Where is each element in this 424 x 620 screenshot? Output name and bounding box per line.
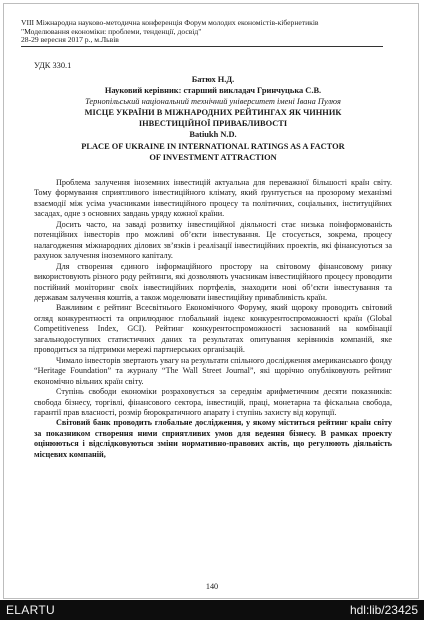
paragraph-1: Проблема залучення іноземних інвестицій актуальна для переважної більшості країн світу. Тому формування сприятливого інвестиційного клімату, який ґрунтується на прозорому механізмі взаємодії між усіма учасниками інвестиційного процесу та політичних, соціальних, інституційних засадах, одне з основних завдань уряду кожної країни. xyxy=(34,178,392,219)
header-line-2: "Моделювання економіки: проблеми, тенденції, досвід" xyxy=(21,26,202,36)
footer-handle: hdl:lib/23425 xyxy=(349,603,418,617)
page-number: 140 xyxy=(205,582,219,591)
author-en: Batiukh N.D. xyxy=(189,130,237,139)
paragraph-4: Важливим є рейтинг Всесвітнього Економічного Форуму, який щороку проводить світовий огляд конкурентності та оприлюднює глобальний індекс конкурентоспроможності країн (Global Competitiveness Index, GCI). Рейтинг конкурентоспроможності заснований на комбінації загальнодоступних статистичних даних та результатах опитування керівників компаній, яке проводиться за підтримки мережі партнерських організацій. xyxy=(34,303,392,355)
paragraph-bold: Світовий банк проводить глобальне дослідження, у якому міститься рейтинг країн світу за показником створення ними сприятливих умов для ведення бізнесу. В рамках проекту оцінюються і відслідковуються зміни нормативно-правових актів, що регулюють діяльність місцевих компаній, xyxy=(34,418,392,459)
repository-footer xyxy=(0,600,424,620)
paragraph-6: Ступінь свободи економіки розраховується за середнім арифметичним десяти показників: свобода бізнесу, торгівлі, фінансового сектора, інвестицій, праці, монетарна та фіскальна свобода, гарантії прав власності, розмір бюрократичного апарату і ступінь захисту від корупції. xyxy=(34,387,392,417)
paragraph-2: Досить часто, на заваді розвитку інвестиційної діяльності стає низька поінформованість потенційних інвесторів про можливі об’єкти інвестування. Це стосується, зокрема, процесу налагодження міжнародних ділових зв’язків і реалізації інвестиційних проектів, які фінансуються за рахунок залучення іноземного капіталу. xyxy=(34,219,392,261)
udk-code: УДК 330.1 xyxy=(34,61,72,70)
author-ua: Батюх Н.Д. xyxy=(191,75,235,84)
title-en-line-1: PLACE OF UKRAINE IN INTERNATIONAL RATINGS AS A FACTOR xyxy=(81,142,345,151)
title-ua-line-2: ІНВЕСТИЦІЙНОЇ ПРИВАБЛИВОСТІ xyxy=(138,119,288,128)
title-ua-line-1: МІСЦЕ УКРАЇНИ В МІЖНАРОДНИХ РЕЙТИНГАХ ЯК ЧИННИК xyxy=(84,108,342,117)
article-body xyxy=(34,178,392,460)
conference-header xyxy=(21,19,391,45)
footer-left-label: ELARTU xyxy=(6,603,55,617)
paragraph-3: Для створення єдиного інформаційного простору на світовому фінансовому ринку використовують різного роду рейтинги, які дозволяють учасникам інвестиційного процесу проводити постійний моніторинг своїх інвестиційних портфелів, знаходити нові об’єкти інвестування та державам залучення коштів, а також моделювати інвестиційну привабливість країн. xyxy=(34,261,392,302)
header-line-1: VIII Міжнародна науково-методична конференція Форум молодих економістів-кібернетиків xyxy=(21,18,319,27)
supervisor-ua: Науковий керівник: старший викладач Гринчуцька С.В. xyxy=(104,86,322,95)
header-divider xyxy=(21,46,383,47)
title-en-line-2: OF INVESTMENT ATTRACTION xyxy=(149,153,277,162)
header-line-3: 28-29 вересня 2017 р., м.Львів xyxy=(21,35,119,45)
paragraph-5: Чимало інвесторів звертають увагу на результати спільного дослідження американського фонду “Heritage Foundation” та журналу “The Wall Street Journal”, які щорічно опубліковують рейтинг економічно вільних країн світу. xyxy=(34,355,392,386)
university: Тернопільський національний технічний університет імені Івана Пулюя xyxy=(85,97,341,106)
